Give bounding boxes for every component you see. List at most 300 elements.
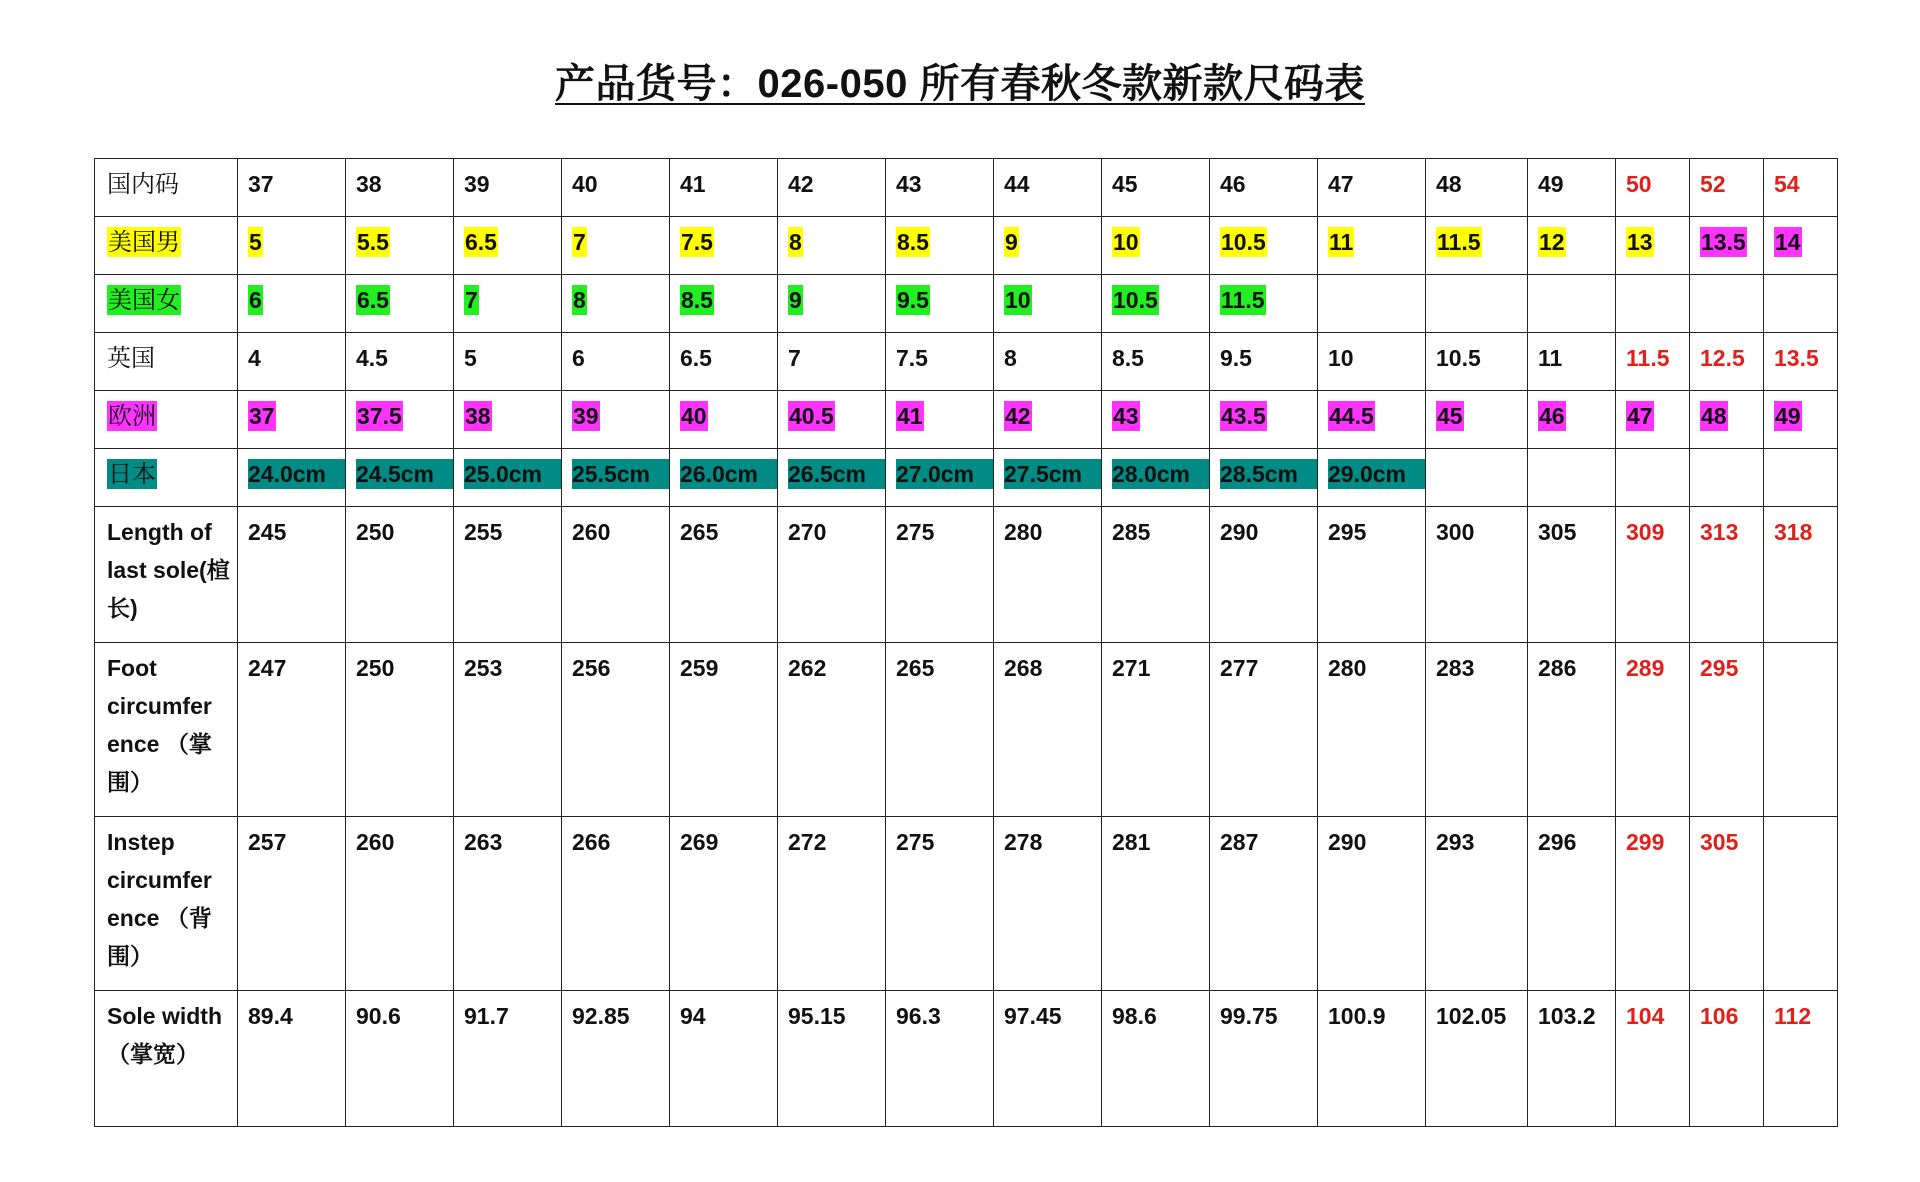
size-cell [1210, 159, 1318, 217]
size-value: 283 [1436, 655, 1475, 681]
size-value: 44 [1004, 171, 1030, 197]
size-cell [562, 159, 670, 217]
size-cell [1690, 391, 1764, 449]
size-cell [1616, 991, 1690, 1127]
size-value: 7.5 [896, 345, 928, 371]
size-cell [1764, 817, 1838, 991]
size-cell [238, 391, 346, 449]
size-cell [670, 507, 778, 643]
size-cell [670, 817, 778, 991]
row-label-text: Length of last sole(楦长) [107, 519, 230, 621]
size-value: 52 [1700, 171, 1726, 197]
size-value: 255 [464, 519, 503, 545]
row-label-text: Sole width （掌宽） [107, 1003, 222, 1067]
size-chart-table [94, 158, 1838, 1127]
size-cell [1764, 507, 1838, 643]
row-cn-size [95, 159, 1838, 217]
size-value: 112 [1774, 1003, 1812, 1029]
size-value: 25.0cm [464, 459, 561, 489]
size-cell [1528, 217, 1616, 275]
row-label-text: 国内码 [107, 170, 179, 198]
size-value: 39 [464, 171, 490, 197]
size-value: 94 [680, 1003, 706, 1029]
row-instep-circumference [95, 817, 1838, 991]
size-value: 45 [1437, 403, 1463, 429]
size-value: 7 [465, 287, 478, 313]
size-cell [454, 333, 562, 391]
row-jp [95, 449, 1838, 507]
size-cell [1690, 507, 1764, 643]
size-cell [1616, 159, 1690, 217]
size-cell [454, 991, 562, 1127]
size-cell [1528, 643, 1616, 817]
size-value: 28.5cm [1220, 459, 1317, 489]
size-value: 91.7 [464, 1003, 509, 1029]
size-cell [1764, 991, 1838, 1127]
size-value: 6 [572, 345, 585, 371]
size-value: 13.5 [1701, 229, 1746, 255]
size-value: 9 [789, 287, 802, 313]
size-value: 46 [1220, 171, 1246, 197]
size-value: 49 [1775, 403, 1801, 429]
row-label-text: 欧洲 [108, 402, 156, 430]
size-cell [346, 643, 454, 817]
size-cell [886, 991, 994, 1127]
size-cell [1210, 333, 1318, 391]
size-cell [562, 817, 670, 991]
size-value: 42 [1005, 403, 1031, 429]
size-value: 270 [788, 519, 827, 545]
size-cell [1102, 391, 1210, 449]
size-cell [1616, 391, 1690, 449]
size-cell [238, 507, 346, 643]
size-value: 50 [1626, 171, 1652, 197]
size-value: 26.5cm [788, 459, 885, 489]
size-value: 295 [1700, 655, 1739, 681]
size-cell [1426, 217, 1528, 275]
size-value: 89.4 [248, 1003, 293, 1029]
size-value: 257 [248, 829, 287, 855]
size-value: 49 [1538, 171, 1564, 197]
size-value: 42 [788, 171, 814, 197]
size-value: 10 [1005, 287, 1031, 313]
size-cell [1210, 507, 1318, 643]
size-value: 8.5 [897, 229, 929, 255]
size-cell [670, 643, 778, 817]
size-cell [670, 217, 778, 275]
size-cell [1318, 449, 1426, 507]
size-cell [346, 391, 454, 449]
size-cell [778, 275, 886, 333]
size-cell [454, 217, 562, 275]
size-cell [1210, 391, 1318, 449]
size-cell [454, 159, 562, 217]
size-value: 106 [1700, 1003, 1739, 1029]
size-cell [562, 275, 670, 333]
size-value: 299 [1626, 829, 1665, 855]
size-value: 260 [356, 829, 395, 855]
size-cell [1210, 275, 1318, 333]
size-cell [1102, 991, 1210, 1127]
size-cell [454, 507, 562, 643]
size-value: 272 [788, 829, 827, 855]
size-value: 8.5 [681, 287, 713, 313]
size-cell [778, 449, 886, 507]
row-uk [95, 333, 1838, 391]
size-value: 37 [249, 403, 275, 429]
row-label [95, 991, 238, 1127]
size-value: 281 [1112, 829, 1151, 855]
size-cell [1690, 643, 1764, 817]
size-value: 253 [464, 655, 503, 681]
size-value: 48 [1701, 403, 1727, 429]
size-value: 27.0cm [896, 459, 993, 489]
row-label-text: Instep circumfer ence （背围） [107, 829, 212, 969]
size-cell [1318, 817, 1426, 991]
size-cell [454, 643, 562, 817]
size-cell [994, 391, 1102, 449]
row-foot-circumference [95, 643, 1838, 817]
size-cell [778, 507, 886, 643]
size-value: 266 [572, 829, 611, 855]
size-cell [1318, 391, 1426, 449]
row-label [95, 159, 238, 217]
size-cell [1318, 507, 1426, 643]
size-cell [562, 643, 670, 817]
size-cell [1616, 643, 1690, 817]
size-value: 5.5 [357, 229, 389, 255]
size-value: 6.5 [357, 287, 389, 313]
size-value: 11.5 [1221, 287, 1265, 313]
size-value: 256 [572, 655, 611, 681]
row-label [95, 449, 238, 507]
size-value: 9.5 [897, 287, 929, 313]
size-cell [1426, 507, 1528, 643]
size-cell [670, 275, 778, 333]
size-cell [778, 217, 886, 275]
size-value: 24.0cm [248, 459, 345, 489]
size-cell [1690, 159, 1764, 217]
size-value: 285 [1112, 519, 1151, 545]
size-value: 280 [1328, 655, 1367, 681]
size-cell [1528, 333, 1616, 391]
size-value: 250 [356, 519, 395, 545]
size-cell [454, 275, 562, 333]
size-cell [994, 333, 1102, 391]
size-value: 24.5cm [356, 459, 453, 489]
size-cell [1764, 217, 1838, 275]
size-cell [1528, 275, 1616, 333]
size-value: 102.05 [1436, 1003, 1507, 1029]
size-value: 7.5 [681, 229, 713, 255]
row-label [95, 391, 238, 449]
size-cell [994, 449, 1102, 507]
size-cell [346, 817, 454, 991]
size-value: 8 [789, 229, 802, 255]
size-cell [1102, 817, 1210, 991]
size-cell [778, 391, 886, 449]
size-value: 296 [1538, 829, 1577, 855]
size-value: 268 [1004, 655, 1043, 681]
size-cell [1318, 643, 1426, 817]
size-value: 100.9 [1328, 1003, 1386, 1029]
size-value: 44.5 [1329, 403, 1374, 429]
size-value: 10 [1113, 229, 1139, 255]
size-cell [1616, 817, 1690, 991]
size-cell [886, 159, 994, 217]
size-value: 4.5 [356, 345, 388, 371]
size-value: 43.5 [1221, 403, 1266, 429]
size-cell [886, 217, 994, 275]
size-value: 8 [573, 287, 586, 313]
size-value: 39 [573, 403, 599, 429]
size-value: 290 [1220, 519, 1259, 545]
size-value: 37.5 [357, 403, 402, 429]
size-value: 43 [1113, 403, 1139, 429]
size-value: 265 [896, 655, 935, 681]
size-cell [1318, 159, 1426, 217]
row-label [95, 507, 238, 643]
size-value: 309 [1626, 519, 1665, 545]
size-value: 262 [788, 655, 827, 681]
size-cell [238, 817, 346, 991]
size-cell [1426, 449, 1528, 507]
size-cell [994, 991, 1102, 1127]
size-value: 10.5 [1113, 287, 1158, 313]
size-value: 265 [680, 519, 719, 545]
size-cell [346, 449, 454, 507]
size-value: 245 [248, 519, 287, 545]
size-cell [778, 159, 886, 217]
size-value: 260 [572, 519, 611, 545]
size-value: 12.5 [1700, 345, 1745, 371]
size-value: 11.5 [1626, 345, 1670, 371]
size-cell [1616, 333, 1690, 391]
size-value: 40 [572, 171, 598, 197]
size-cell [562, 217, 670, 275]
size-value: 40.5 [789, 403, 834, 429]
size-value: 97.45 [1004, 1003, 1062, 1029]
size-cell [454, 391, 562, 449]
size-cell [1318, 333, 1426, 391]
size-cell [1426, 991, 1528, 1127]
size-cell [994, 507, 1102, 643]
size-cell [1210, 449, 1318, 507]
row-label [95, 817, 238, 991]
size-cell [346, 333, 454, 391]
size-cell [1102, 159, 1210, 217]
size-value: 54 [1774, 171, 1800, 197]
size-value: 27.5cm [1004, 459, 1101, 489]
size-cell [1764, 449, 1838, 507]
size-cell [778, 643, 886, 817]
size-value: 10 [1328, 345, 1354, 371]
size-value: 104 [1626, 1003, 1665, 1029]
size-value: 275 [896, 519, 935, 545]
size-value: 9 [1005, 229, 1018, 255]
size-cell [562, 449, 670, 507]
size-value: 96.3 [896, 1003, 941, 1029]
size-cell [1528, 391, 1616, 449]
size-cell [1764, 159, 1838, 217]
size-value: 5 [249, 229, 262, 255]
size-value: 8 [1004, 345, 1017, 371]
size-value: 290 [1328, 829, 1367, 855]
size-value: 6.5 [680, 345, 712, 371]
size-value: 99.75 [1220, 1003, 1278, 1029]
size-value: 45 [1112, 171, 1138, 197]
row-label-text: 英国 [107, 344, 155, 372]
row-label [95, 643, 238, 817]
size-value: 37 [248, 171, 274, 197]
size-cell [1690, 275, 1764, 333]
size-value: 300 [1436, 519, 1475, 545]
size-cell [1102, 217, 1210, 275]
size-value: 13.5 [1774, 345, 1819, 371]
size-cell [1102, 643, 1210, 817]
size-cell [778, 333, 886, 391]
size-cell [238, 333, 346, 391]
size-cell [1764, 333, 1838, 391]
size-value: 11 [1538, 345, 1563, 371]
size-value: 318 [1774, 519, 1813, 545]
size-value: 293 [1436, 829, 1475, 855]
size-cell [1690, 449, 1764, 507]
size-value: 247 [248, 655, 287, 681]
size-value: 8.5 [1112, 345, 1144, 371]
size-cell [886, 391, 994, 449]
size-value: 6.5 [465, 229, 497, 255]
row-last-length [95, 507, 1838, 643]
size-cell [778, 817, 886, 991]
size-cell [1616, 449, 1690, 507]
size-cell [346, 507, 454, 643]
size-cell [1318, 991, 1426, 1127]
size-value: 313 [1700, 519, 1739, 545]
size-cell [1616, 275, 1690, 333]
size-value: 41 [897, 403, 923, 429]
size-value: 289 [1626, 655, 1665, 681]
size-cell [886, 449, 994, 507]
size-value: 6 [249, 287, 262, 313]
size-value: 4 [248, 345, 261, 371]
size-value: 13 [1627, 229, 1653, 255]
row-label [95, 275, 238, 333]
size-cell [670, 159, 778, 217]
size-cell [994, 275, 1102, 333]
size-cell [886, 275, 994, 333]
size-cell [1318, 217, 1426, 275]
size-cell [1764, 275, 1838, 333]
size-value: 92.85 [572, 1003, 630, 1029]
size-value: 12 [1539, 229, 1565, 255]
size-cell [1426, 643, 1528, 817]
size-value: 271 [1112, 655, 1151, 681]
size-cell [994, 643, 1102, 817]
size-cell [1210, 217, 1318, 275]
size-cell [1528, 507, 1616, 643]
size-value: 14 [1775, 229, 1801, 255]
size-value: 11 [1329, 229, 1354, 255]
size-value: 38 [356, 171, 382, 197]
size-value: 95.15 [788, 1003, 846, 1029]
size-cell [778, 991, 886, 1127]
size-value: 47 [1627, 403, 1653, 429]
size-value: 286 [1538, 655, 1577, 681]
size-value: 43 [896, 171, 922, 197]
size-chart-body [95, 159, 1838, 1127]
size-cell [238, 159, 346, 217]
size-value: 26.0cm [680, 459, 777, 489]
row-label [95, 333, 238, 391]
size-cell [994, 817, 1102, 991]
size-cell [670, 333, 778, 391]
size-value: 28.0cm [1112, 459, 1209, 489]
size-cell [346, 159, 454, 217]
size-value: 103.2 [1538, 1003, 1596, 1029]
size-value: 5 [464, 345, 477, 371]
size-value: 305 [1700, 829, 1739, 855]
size-value: 295 [1328, 519, 1367, 545]
size-cell [1426, 275, 1528, 333]
size-cell [238, 217, 346, 275]
size-value: 47 [1328, 171, 1354, 197]
size-cell [562, 391, 670, 449]
size-cell [238, 643, 346, 817]
size-cell [1426, 817, 1528, 991]
size-value: 10.5 [1221, 229, 1266, 255]
size-cell [670, 991, 778, 1127]
size-value: 48 [1436, 171, 1462, 197]
size-cell [1690, 333, 1764, 391]
size-value: 98.6 [1112, 1003, 1157, 1029]
size-cell [238, 449, 346, 507]
size-cell [1764, 643, 1838, 817]
size-cell [562, 333, 670, 391]
size-value: 7 [573, 229, 586, 255]
size-value: 278 [1004, 829, 1043, 855]
row-label-text: 美国女 [108, 286, 180, 314]
size-cell [1318, 275, 1426, 333]
size-cell [1690, 817, 1764, 991]
row-label-text: 美国男 [108, 228, 180, 256]
size-cell [886, 507, 994, 643]
row-us-women [95, 275, 1838, 333]
size-value: 277 [1220, 655, 1259, 681]
size-cell [238, 991, 346, 1127]
size-value: 275 [896, 829, 935, 855]
size-cell [562, 991, 670, 1127]
size-cell [238, 275, 346, 333]
size-cell [1102, 275, 1210, 333]
size-cell [670, 449, 778, 507]
page-title-text: 产品货号：026-050 所有春秋冬款新款尺码表 [555, 62, 1365, 106]
size-value: 41 [680, 171, 706, 197]
size-cell [1426, 159, 1528, 217]
row-label-text: 日本 [108, 460, 156, 488]
size-value: 259 [680, 655, 719, 681]
size-cell [1426, 391, 1528, 449]
size-cell [1210, 817, 1318, 991]
row-eu [95, 391, 1838, 449]
size-cell [454, 449, 562, 507]
size-cell [1690, 217, 1764, 275]
size-cell [886, 643, 994, 817]
size-cell [1102, 507, 1210, 643]
size-value: 10.5 [1436, 345, 1481, 371]
size-value: 9.5 [1220, 345, 1252, 371]
row-label [95, 217, 238, 275]
